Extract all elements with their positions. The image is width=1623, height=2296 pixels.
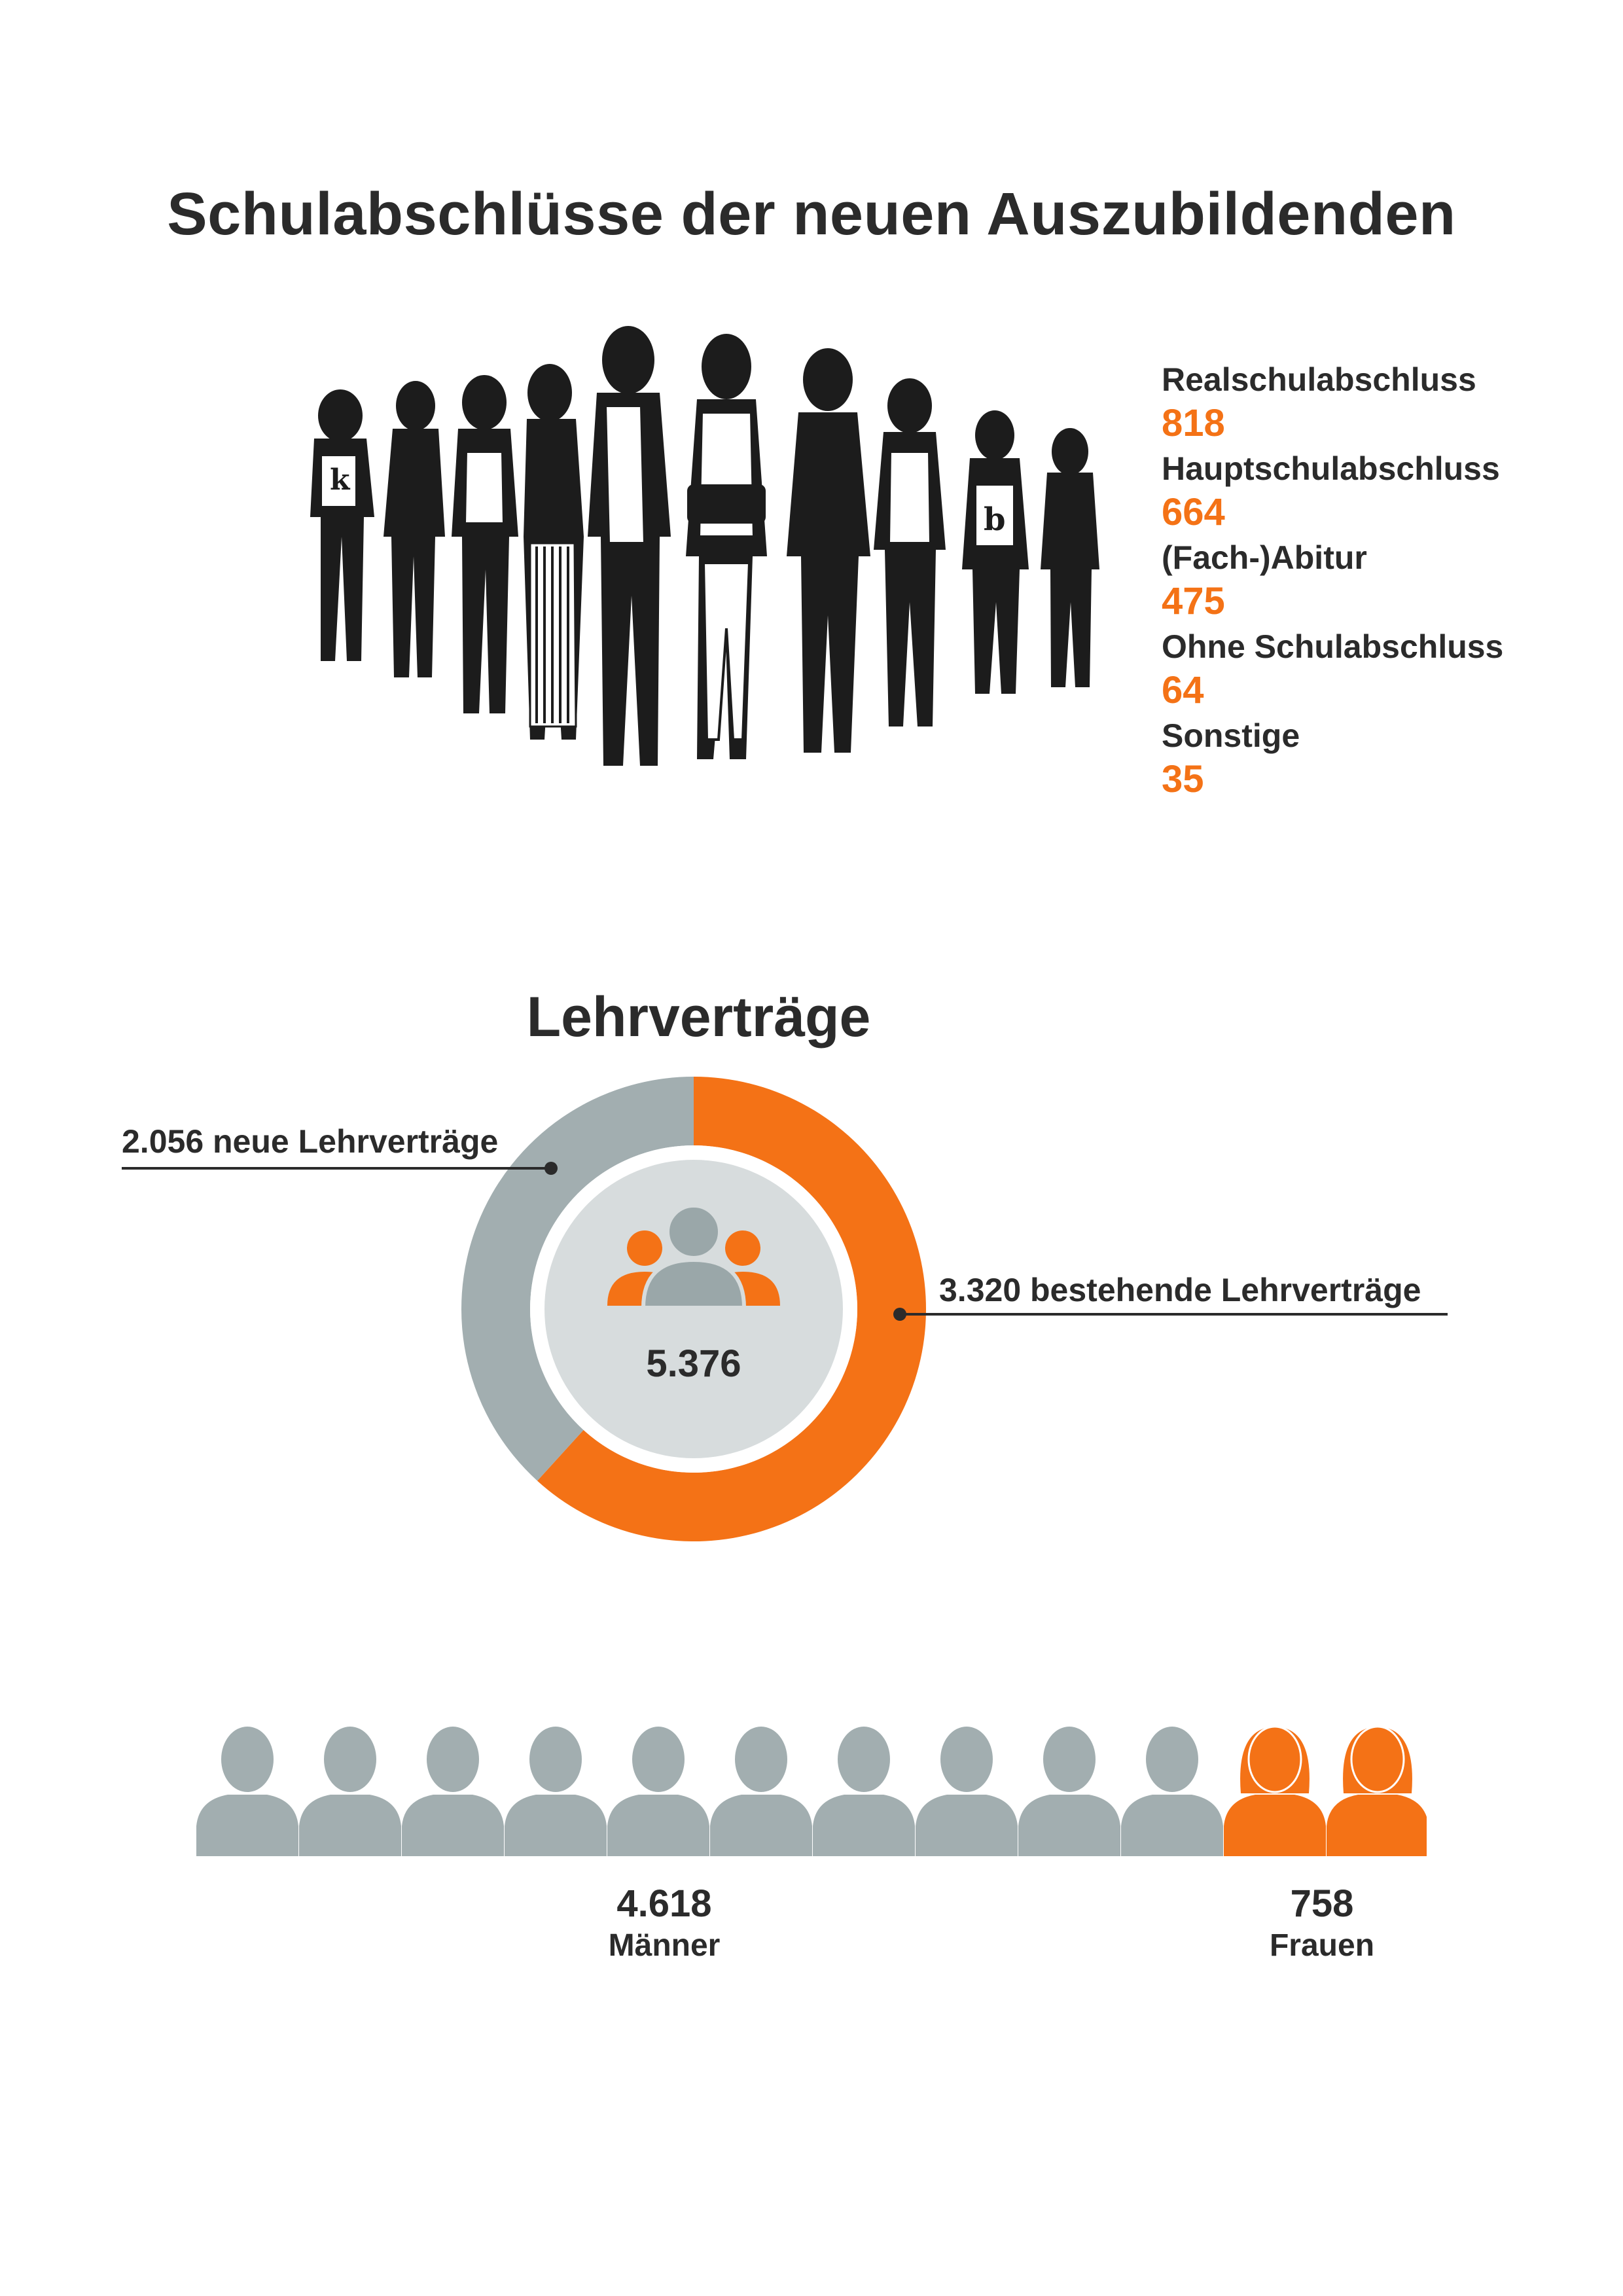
callout-dot-new (544, 1162, 558, 1175)
person-figure (588, 326, 671, 766)
man-icon (916, 1727, 1018, 1856)
woman-icon (1327, 1727, 1427, 1856)
legend-label-realschule: Realschulabschluss (1162, 361, 1476, 398)
men-label: Männer (608, 1928, 721, 1963)
man-icon (710, 1727, 812, 1856)
men-count: 4.618 (616, 1882, 712, 1925)
women-count: 758 (1290, 1882, 1354, 1925)
person-figure (452, 375, 518, 713)
svg-text:b: b (984, 501, 1006, 538)
group-of-young-people-illustration (301, 321, 1126, 825)
legend-label-ohne: Ohne Schulabschluss (1162, 628, 1504, 665)
person-figure (874, 378, 946, 726)
man-icon (813, 1727, 915, 1856)
man-icon (1121, 1727, 1223, 1856)
man-icon (1018, 1727, 1120, 1856)
person-figure (1041, 428, 1099, 687)
gender-pictogram-row (196, 1715, 1427, 1859)
man-icon (505, 1727, 607, 1856)
person-figure (962, 410, 1029, 694)
contracts-total: 5.376 (646, 1342, 741, 1385)
legend-label-hauptschule: Hauptschulabschluss (1162, 450, 1500, 487)
legend-value-abitur: 475 (1162, 580, 1225, 622)
women-label: Frauen (1269, 1928, 1375, 1963)
legend-value-realschule: 818 (1162, 402, 1225, 444)
man-icon (402, 1727, 504, 1856)
legend-label-abitur: (Fach-)Abitur (1162, 539, 1367, 576)
person-figure (787, 348, 870, 753)
callout-existing-contracts: 3.320 bestehende Lehrverträge (939, 1272, 1421, 1308)
school-leaving-legend (1162, 359, 1594, 804)
person-figure (383, 381, 445, 677)
man-icon (196, 1727, 298, 1856)
woman-icon (1224, 1727, 1326, 1856)
svg-text:k: k (330, 463, 350, 497)
legend-value-hauptschule: 664 (1162, 491, 1225, 533)
callout-new-contracts: 2.056 neue Lehrverträge (122, 1123, 499, 1160)
callout-dot-existing (893, 1308, 906, 1321)
person-figure (524, 364, 584, 740)
man-icon (607, 1727, 709, 1856)
person-figure (686, 334, 767, 759)
person-figure (310, 389, 374, 661)
legend-value-ohne: 64 (1162, 669, 1204, 711)
man-icon (299, 1727, 401, 1856)
legend-label-sonstige: Sonstige (1162, 717, 1300, 754)
page-title: Schulabschlüsse der neuen Auszubildenden (167, 181, 1456, 247)
contracts-title: Lehrverträge (526, 986, 871, 1049)
legend-value-sonstige: 35 (1162, 758, 1204, 800)
